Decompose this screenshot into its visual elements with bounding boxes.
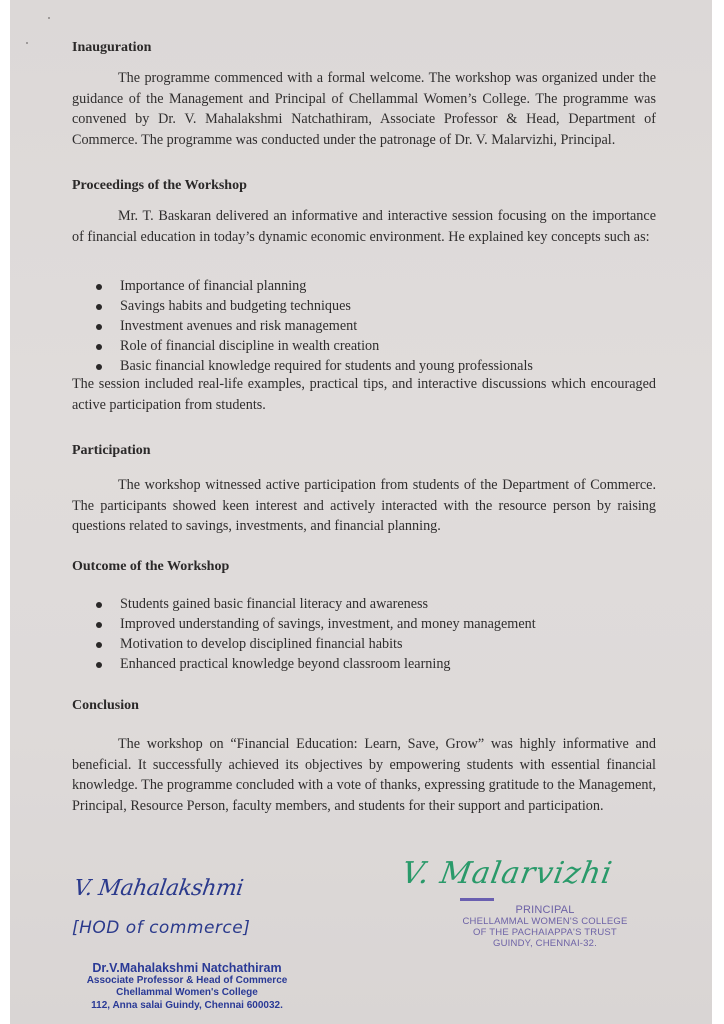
principal-stamp-title: PRINCIPAL bbox=[515, 904, 575, 916]
paragraph-proceedings-closing: The session included real-life examples, practical tips, and interactive discussions which encouraged active participation from students. bbox=[72, 376, 656, 413]
heading-participation: Participation bbox=[72, 443, 151, 458]
heading-conclusion: Conclusion bbox=[72, 698, 139, 713]
bullet-icon bbox=[96, 304, 102, 310]
outcome-bullet-list bbox=[96, 594, 536, 674]
list-item-text: Improved understanding of savings, investment, and money management bbox=[120, 616, 536, 632]
list-item bbox=[96, 296, 533, 316]
list-item bbox=[96, 276, 533, 296]
proceedings-bullet-list bbox=[96, 276, 533, 376]
list-item-text: Students gained basic financial literacy and awareness bbox=[120, 596, 429, 612]
bullet-icon bbox=[96, 662, 102, 668]
document-page bbox=[10, 0, 712, 1024]
paragraph-proceedings bbox=[72, 206, 656, 247]
paragraph-participation-text: The workshop witnessed active participation from students of the Department of Commerce. The participants showed keen interest and actively interacted with the resource person by raising questions related to savings, investments, and financial planning. bbox=[72, 477, 656, 534]
list-item-text: Role of financial discipline in wealth creation bbox=[120, 338, 380, 354]
principal-stamp-address: GUINDY, CHENNAI-32. bbox=[493, 938, 597, 949]
bullet-icon bbox=[96, 364, 102, 370]
principal-stamp-trust: OF THE PACHAIAPPA'S TRUST bbox=[473, 927, 617, 938]
list-item-text: Enhanced practical knowledge beyond classroom learning bbox=[120, 656, 451, 672]
list-item-text: Basic financial knowledge required for students and young professionals bbox=[120, 358, 533, 374]
heading-outcome: Outcome of the Workshop bbox=[72, 559, 230, 574]
list-item bbox=[96, 316, 533, 336]
paragraph-proceedings-text: Mr. T. Baskaran delivered an informative and interactive session focusing on the importance of financial education in today’s dynamic economic environment. He explained key concepts such as: bbox=[72, 208, 656, 245]
list-item bbox=[96, 634, 536, 654]
principal-stamp-college: CHELLAMMAL WOMEN'S COLLEGE bbox=[462, 916, 628, 927]
hod-signature: V. Mahalakshmi bbox=[72, 876, 245, 901]
paragraph-participation bbox=[72, 475, 656, 537]
heading-inauguration: Inauguration bbox=[72, 40, 152, 55]
bullet-icon bbox=[96, 602, 102, 608]
hod-handwritten-note: [HOD of commerce] bbox=[72, 918, 251, 938]
bullet-icon bbox=[96, 284, 102, 290]
list-item-text: Importance of financial planning bbox=[120, 278, 307, 294]
paragraph-conclusion bbox=[72, 734, 656, 816]
hod-stamp-designation: Associate Professor & Head of Commerce bbox=[86, 974, 288, 986]
bullet-icon bbox=[96, 622, 102, 628]
list-item bbox=[96, 614, 536, 634]
hod-stamp bbox=[72, 962, 302, 1012]
stamp-underline bbox=[460, 898, 494, 901]
paper-speck bbox=[26, 42, 28, 44]
list-item bbox=[96, 356, 533, 376]
hod-stamp-college: Chellammal Women's College bbox=[116, 987, 258, 998]
paper-speck bbox=[48, 17, 50, 19]
list-item-text: Savings habits and budgeting techniques bbox=[120, 298, 351, 314]
hod-stamp-address: 112, Anna salai Guindy, Chennai 600032. bbox=[91, 999, 283, 1011]
paragraph-inauguration bbox=[72, 68, 656, 150]
list-item-text: Investment avenues and risk management bbox=[120, 318, 358, 334]
principal-stamp bbox=[460, 905, 630, 949]
paragraph-conclusion-text: The workshop on “Financial Education: Learn, Save, Grow” was highly informative and beneficial. It successfully achieved its objectives by empowering students with essential financial knowledge. The programme concluded with a vote of thanks, expressing gratitude to the Management, Principal, Resource Person, faculty members, and students for their support and participation. bbox=[72, 736, 656, 814]
principal-signature: V. Malarvizhi bbox=[398, 856, 616, 891]
list-item bbox=[96, 654, 536, 674]
bullet-icon bbox=[96, 344, 102, 350]
list-item-text: Motivation to develop disciplined financial habits bbox=[120, 636, 403, 652]
hod-stamp-name: Dr.V.Mahalakshmi Natchathiram bbox=[92, 961, 282, 975]
paragraph-inauguration-text: The programme commenced with a formal welcome. The workshop was organized under the guidance of the Management and Principal of Chellammal Women’s College. The programme was convened by Dr. V. Mahalakshmi Natchathiram, Associate Professor & Head, Department of Commerce. The programme was conducted under the patronage of Dr. V. Malarvizhi, Principal. bbox=[72, 70, 656, 148]
list-item bbox=[96, 594, 536, 614]
list-item bbox=[96, 336, 533, 356]
heading-proceedings: Proceedings of the Workshop bbox=[72, 178, 247, 193]
bullet-icon bbox=[96, 324, 102, 330]
bullet-icon bbox=[96, 642, 102, 648]
